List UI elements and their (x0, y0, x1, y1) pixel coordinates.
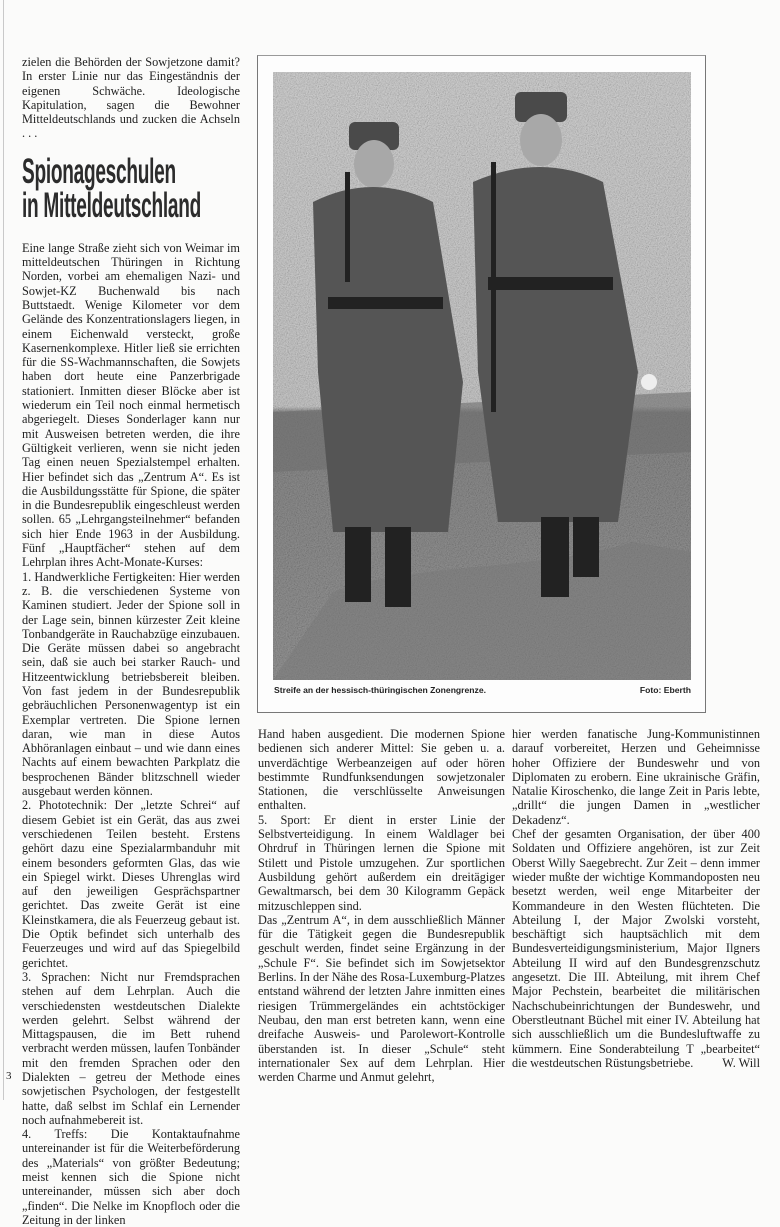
intro-paragraph (22, 55, 240, 141)
article-column-3 (512, 727, 760, 1070)
intro-text: zielen die Behörden der Sowjetzone damit? In erster Linie nur das Eingeständnis der eigenen Schwäche. Ideologische Kapitulation, sagen die Bewohner Mitteldeutschlands und zucken die Achseln . . . (22, 55, 240, 141)
paragraph: 2. Phototechnik: Der „letzte Schrei“ auf diesem Gebiet ist ein Gerät, das aus zwei verschiedenen Teilen besteht. Erstens gehört dazu eine Spezialarmbanduhr mit einem besonders geformten Glas, das wie ein Spiegel wirkt. Dieses Uhrenglas wird auf den jeweiligen Gesprächspartner gerichtet. Das zweite Gerät ist eine Kleinstkamera, die als Feuerzeug gebaut ist. Die Optik befindet sich unterhalb des Feuerzeuges und wird auf das Spiegelbild gerichtet. (22, 798, 240, 970)
photo-border-patrol (273, 72, 691, 680)
left-column (22, 55, 240, 1227)
paragraph: hier werden fanatische Jung-Kommunistinnen darauf vorbereitet, Herzen und Geheimnisse hoher Offiziere der Bundeswehr und von Diplomaten zu erobern. Eine ukrainische Gräfin, Natalie Kiroschenko, die lange Zeit in Paris lebte, „drillt“ die jungen Damen in „westlicher Dekadenz“. (512, 727, 760, 827)
scan-edge-line (3, 0, 4, 1100)
article-headline (22, 151, 240, 225)
headline-line-2: in Mitteldeutschland (22, 185, 201, 225)
paragraph-text: Chef der gesamten Organisation, der über 400 Soldaten und Offiziere angehören, ist zur Zeit Oberst Willy Saegebrecht. Zur Zeit – denn immer wieder mußte der wichtige Kommandoposten neu besetzt werden, weil enge Mitarbeiter der Kommandeure in den Westen flüchteten. Die Abteilung I, der Major Zwolski vorsteht, beschäftigt sich hauptsächlich mit dem Bundesverteidigungsministerium, Major Ilgners Abteilung II wird auf den Bundesgrenzschutz angesetzt. Die III. Abteilung, mit ihrem Chef Major Pechstein, bearbeitet die militärischen Nachschubeinrichtungen der Bundeswehr, und Oberstleutnant Büchel mit einer IV. Abteilung hat sich ausschließlich um die Bundesluftwaffe zu kümmern. Eine Sonderabteilung T „bearbeitet“ die westdeutschen Rüstungsbetriebe. (512, 827, 760, 1070)
paragraph: 5. Sport: Er dient in erster Linie der Selbstverteidigung. In einem Waldlager bei Ohrdruf in Thüringen lernen die Spione mit Stilett und Pistole umzugehen. Zur sportlichen Ausbildung gehört außerdem ein dreitägiger Gewaltmarsch, bei dem 30 Kilogramm Gepäck mitzuschleppen sind. (258, 812, 505, 913)
headline-text (22, 151, 240, 225)
paragraph: Das „Zentrum A“, in dem ausschließlich Männer für die Tätigkeit gegen die Bundesrepublik geschult werden, findet seine Ergänzung in der „Schule F“. Sie befindet sich im Sowjetsektor Berlins. In der Nähe des Rosa-Luxemburg-Platzes entstand während der letzten Jahre inmitten eines riesigen Trümmergeländes ein achtstöckiger Neubau, den man erst betreten kann, wenn eine dreifache Ausweis- und Parolewort-Kontrolle überstanden ist. In dieser „Schule“ steht internationaler Sex auf dem Lehrplan. Hier werden Charme und Anmut gelehrt, (258, 912, 506, 1085)
photo-frame (257, 55, 706, 713)
paragraph: Hand haben ausgedient. Die modernen Spione bedienen sich anderer Mittel: Sie geben u. a. unverdächtige Werbeanzeigen auf oder hören bestimmte Rundfunksendungen sowjetzonaler Stationen, die verschlüsselte Anweisungen enthalten. (258, 727, 505, 813)
headline-line-1: Spionageschulen (22, 151, 176, 191)
paragraph-last (512, 827, 760, 1070)
article-column-1 (22, 241, 240, 1227)
article-column-2 (258, 727, 505, 1084)
photo-credit: Foto: Eberth (639, 685, 691, 695)
photo-caption: Streife an der hessisch-thüringischen Zonengrenze. (274, 685, 487, 695)
paragraph: 4. Treffs: Die Kontaktaufnahme untereinander ist für die Weiterbeförderung des „Materials“ von größter Bedeutung; meist kennen sich die Spione nicht untereinander, müssen sich aber doch „finden“. Die Nelke im Knopfloch oder die Zeitung in der linken (22, 1127, 240, 1227)
paragraph: 1. Handwerkliche Fertigkeiten: Hier werden z. B. die verschiedenen Systeme von Kaminen studiert. Jeder der Spione soll in der Lage sein, binnen kürzester Zeit kleine Tonbandgeräte in Rauchabzüge einzubauen. Die Geräte müssen dabei so angebracht sein, daß sie auch bei starker Rauch- und Hitzeentwicklung betriebsbereit bleiben. Von fast jedem in der Bundesrepublik gebräuchlichen Personenwagentyp ist ein Exemplar vertreten. Die Spione lernen daran, wie man in diese Autos Abhöranlagen einbaut – und wie dann eines Nachts auf einem bewachten Parkplatz die besprochenen Bänder blitzschnell wieder ausgebaut werden können. (22, 569, 240, 799)
paragraph: Eine lange Straße zieht sich von Weimar im mitteldeutschen Thüringen in Richtung Norden, vorbei am ehemaligen Nazi- und Sowjet-KZ Buchenwald bis nach Buttstaedt. Wenige Kilometer vor dem Gelände des Konzentrationslagers liegen, in einem Eichenwald versteckt, große Kasernenkomplexe. Hitler ließ sie errichten für die SS-Wachmannschaften, die Sowjets haben dort heute eine Panzerbrigade stationiert. Inmitten dieser Blöcke aber ist wiederum ein Teil noch einmal hermetisch abgeriegelt. Dieses Sonderlager kann nur mit Ausweisen betreten werden, die ihre Gültigkeit verlieren, wenn sie nicht jeden Tag einen neuen Spezialstempel erhalten. Hier befindet sich das „Zentrum A“. Es ist die Ausbildungsstätte für Spione, die später in die Bundesrepublik eingeschleust werden sollen. 65 „Lehrgangsteilnehmer“ befanden sich hier Ende 1963 in der Ausbildung. Fünf „Hauptfächer“ stehen auf dem Lehrplan ihres Acht-Monate-Kurses: (22, 240, 240, 570)
paragraph: 3. Sprachen: Nicht nur Fremdsprachen stehen auf dem Lehrplan. Auch die verschiedensten westdeutschen Dialekte werden gelehrt. Selbst während der Mittagspausen, die im Bett ruhend verbracht werden müssen, laufen Tonbänder mit den fremden Sprachen oder den Dialekten – getreu der Methode eines sowjetischen Psychologen, der festgestellt hatte, daß selbst im Schlaf ein Lernender noch aufnahmebereit ist. (22, 969, 240, 1127)
page-number: 3 (6, 1070, 12, 1082)
author-signature: W. Will (722, 1055, 760, 1070)
